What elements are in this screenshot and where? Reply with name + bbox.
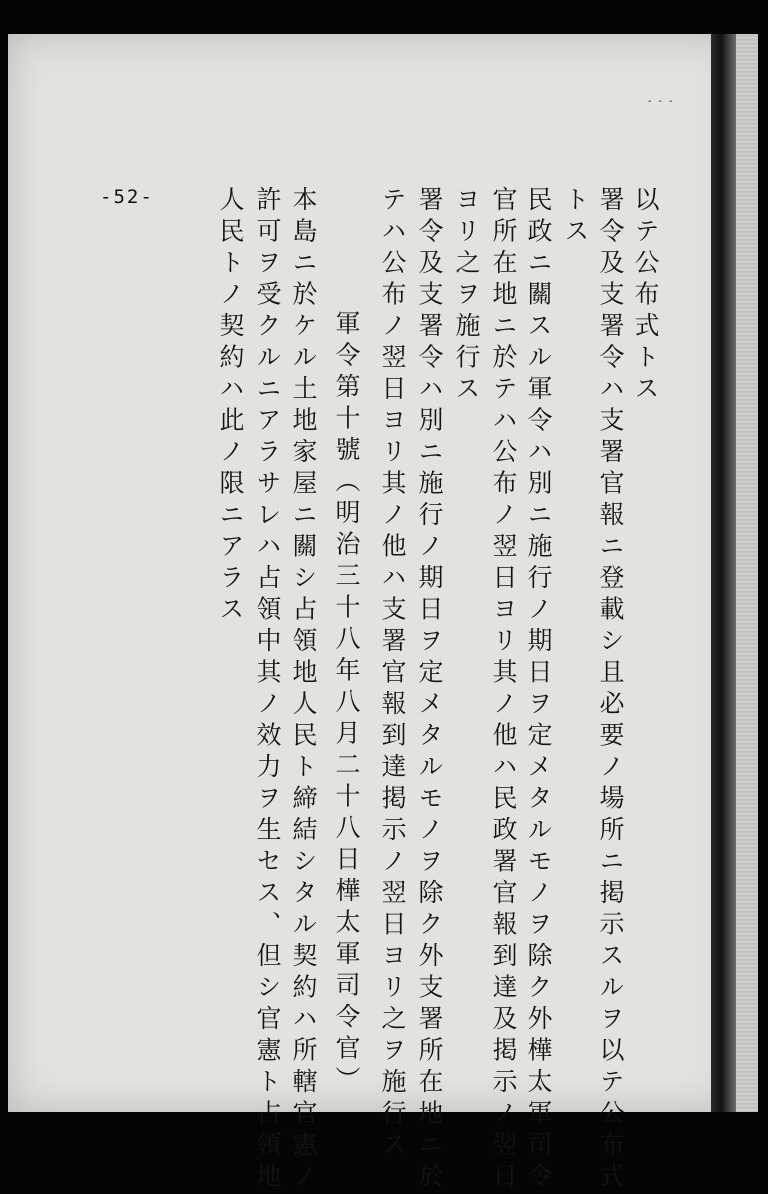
text-column-2: 署令及支署令ハ支署官報ニ登載シ且必要ノ場所ニ掲示スルヲ以テ公布式 [596, 186, 625, 1194]
text-column-8: テハ公布ノ翌日ヨリ其ノ他ハ支署官報到達掲示ノ翌日ヨリ之ヲ施行ス [378, 186, 407, 1163]
text-column-10: 本島ニ於ケル土地家屋ニ關シ占領地人民ト締結シタル契約ハ所轄官憲ノ [289, 186, 318, 1194]
text-column-11: 許可ヲ受クルニアラサレハ占領中其ノ效力ヲ生セス、但シ官憲ト占領地 [253, 186, 282, 1194]
text-column-4: 民政ニ關スル軍令ハ別ニ施行ノ期日ヲ定メタルモノヲ除ク外樺太軍司令 [524, 186, 553, 1194]
book-gutter [711, 34, 736, 1112]
page-number: -52- [100, 186, 154, 208]
text-column-5: 官所在地ニ於テハ公布ノ翌日ヨリ其ノ他ハ民政署官報到達及掲示ノ翌日 [489, 186, 518, 1194]
text-column-9: 軍令第十號（明治三十八年八月二十八日樺太軍司令官） [332, 310, 361, 1098]
text-column-3: トス [561, 186, 590, 249]
text-column-6: ヨリ之ヲ施行ス [452, 186, 481, 407]
text-column-7: 署令及支署令ハ別ニ施行ノ期日ヲ定メタルモノヲ除ク外支署所在地ニ於 [415, 186, 444, 1194]
text-column-1: 以テ公布式トス [631, 186, 660, 407]
margin-mark: ‐ ‐ ‐ [648, 96, 675, 107]
text-column-12: 人民トノ契約ハ此ノ限ニアラス [216, 186, 245, 627]
page-edge [736, 34, 758, 1112]
